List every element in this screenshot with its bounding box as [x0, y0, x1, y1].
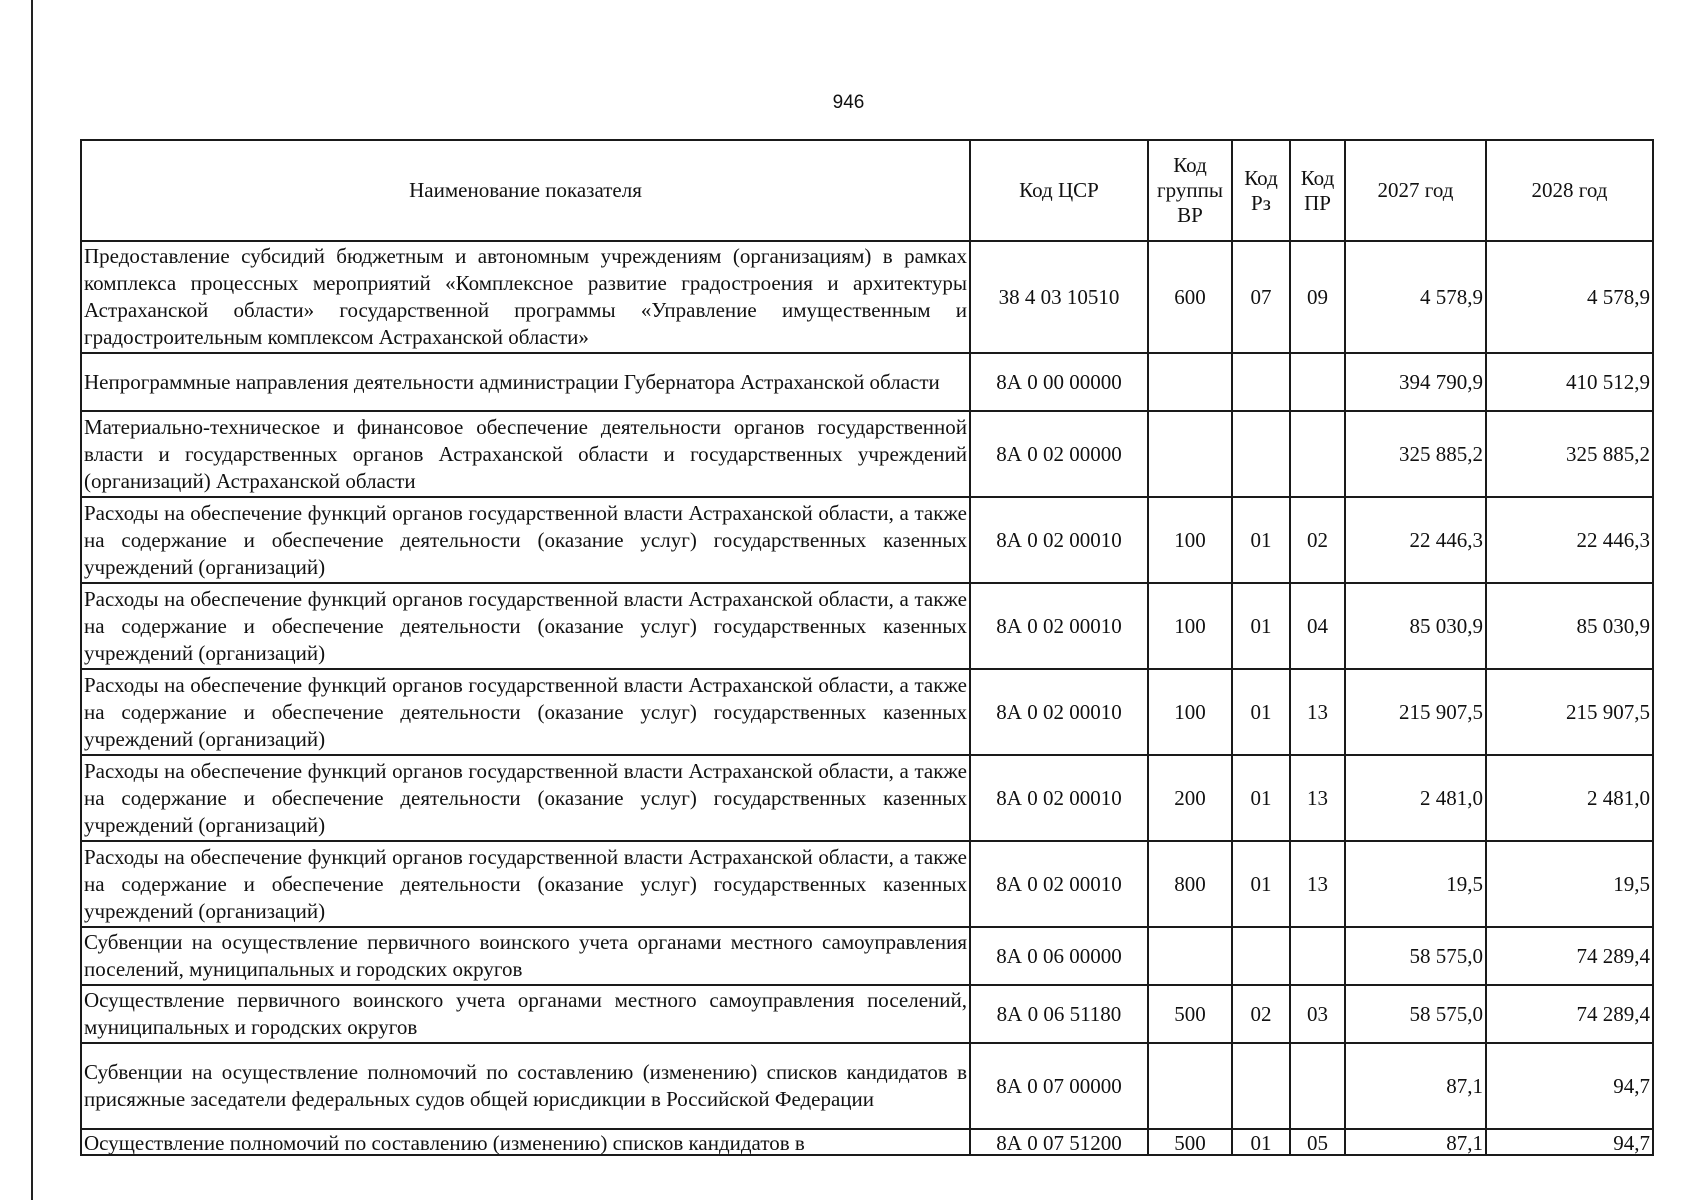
- header-csr: Код ЦСР: [970, 140, 1148, 241]
- row-vr: 100: [1148, 497, 1232, 583]
- row-csr: 8А 0 02 00010: [970, 841, 1148, 927]
- row-pr-text: 05: [1307, 1131, 1328, 1154]
- row-vr: [1148, 1043, 1232, 1129]
- row-pr: 04: [1290, 583, 1345, 669]
- row-name: Субвенции на осуществление полномочий по составлению (изменению) списков кандидатов в присяжные заседатели федеральных судов общей юрисдикции в Российской Федерации: [81, 1043, 970, 1129]
- row-csr-text: 8А 0 07 51200: [996, 1131, 1122, 1154]
- row-rz: 01: [1232, 583, 1290, 669]
- row-name: Непрограммные направления деятельности администрации Губернатора Астраханской области: [81, 353, 970, 411]
- row-vr: 600: [1148, 241, 1232, 353]
- row-vr: [1148, 1129, 1232, 1155]
- row-name: Расходы на обеспечение функций органов государственной власти Астраханской области, а также на содержание и обеспечение деятельности (оказание услуг) государственных казенных учреждений (организаций): [81, 755, 970, 841]
- row-rz: 01: [1232, 755, 1290, 841]
- row-vr: 200: [1148, 755, 1232, 841]
- header-vr: Код группы ВР: [1148, 140, 1232, 241]
- header-2028: 2028 год: [1486, 140, 1653, 241]
- row-pr: 02: [1290, 497, 1345, 583]
- table-row: [81, 927, 1653, 985]
- row-csr: 8А 0 02 00010: [970, 583, 1148, 669]
- row-rz: 01: [1232, 669, 1290, 755]
- row-pr: [1290, 927, 1345, 985]
- row-name: Осуществление первичного воинского учета органами местного самоуправления поселений, муниципальных и городских округов: [81, 985, 970, 1043]
- row-2028: 2 481,0: [1486, 755, 1653, 841]
- row-rz: 01: [1232, 497, 1290, 583]
- row-name: [81, 1129, 970, 1155]
- table-row: [81, 841, 1653, 927]
- row-name: Расходы на обеспечение функций органов государственной власти Астраханской области, а также на содержание и обеспечение деятельности (оказание услуг) государственных казенных учреждений (организаций): [81, 497, 970, 583]
- row-2027: 22 446,3: [1345, 497, 1486, 583]
- row-csr: 8А 0 07 00000: [970, 1043, 1148, 1129]
- row-csr: 8А 0 02 00010: [970, 755, 1148, 841]
- margin-line: [31, 0, 33, 1200]
- row-rz: 07: [1232, 241, 1290, 353]
- row-2028-text: 94,7: [1613, 1131, 1650, 1154]
- row-2028: 94,7: [1486, 1043, 1653, 1129]
- row-2027: 215 907,5: [1345, 669, 1486, 755]
- row-2028: 325 885,2: [1486, 411, 1653, 497]
- table-row: [81, 583, 1653, 669]
- table-row: [81, 1043, 1653, 1129]
- row-2027: 58 575,0: [1345, 927, 1486, 985]
- row-name: Субвенции на осуществление первичного воинского учета органами местного самоуправления поселений, муниципальных и городских округов: [81, 927, 970, 985]
- row-pr: 09: [1290, 241, 1345, 353]
- row-2027-text: 87,1: [1446, 1131, 1483, 1154]
- row-pr: [1290, 353, 1345, 411]
- row-vr: [1148, 353, 1232, 411]
- header-name: Наименование показателя: [81, 140, 970, 241]
- row-vr: 500: [1148, 985, 1232, 1043]
- budget-table: [80, 139, 1654, 1156]
- row-pr: 13: [1290, 755, 1345, 841]
- row-2027: 19,5: [1345, 841, 1486, 927]
- row-rz: [1232, 1043, 1290, 1129]
- header-row: [81, 140, 1653, 241]
- row-pr: [1290, 1043, 1345, 1129]
- row-csr: 8А 0 02 00010: [970, 497, 1148, 583]
- row-2028: [1486, 1129, 1653, 1155]
- row-csr: 8А 0 06 51180: [970, 985, 1148, 1043]
- row-name: Материально-техническое и финансовое обеспечение деятельности органов государственной власти и государственных органов Астраханской области и государственных учреждений (организаций) Астраханской области: [81, 411, 970, 497]
- header-rz: Код Рз: [1232, 140, 1290, 241]
- row-name: Расходы на обеспечение функций органов государственной власти Астраханской области, а также на содержание и обеспечение деятельности (оказание услуг) государственных казенных учреждений (организаций): [81, 669, 970, 755]
- row-2028: 85 030,9: [1486, 583, 1653, 669]
- row-vr: 100: [1148, 583, 1232, 669]
- table-row: [81, 985, 1653, 1043]
- row-2028: 19,5: [1486, 841, 1653, 927]
- row-vr-text: 500: [1174, 1131, 1206, 1154]
- row-2028: 215 907,5: [1486, 669, 1653, 755]
- table-row: [81, 497, 1653, 583]
- row-2027: 58 575,0: [1345, 985, 1486, 1043]
- row-csr: [970, 1129, 1148, 1155]
- row-2027: 4 578,9: [1345, 241, 1486, 353]
- page-number: 946: [832, 92, 865, 113]
- row-rz: [1232, 353, 1290, 411]
- row-name-text: Осуществление полномочий по составлению (изменению) списков кандидатов в: [84, 1131, 805, 1154]
- table-row: [81, 669, 1653, 755]
- row-name: Расходы на обеспечение функций органов государственной власти Астраханской области, а также на содержание и обеспечение деятельности (оказание услуг) государственных казенных учреждений (организаций): [81, 583, 970, 669]
- row-rz-text: 01: [1250, 1131, 1272, 1154]
- row-csr: 8А 0 02 00010: [970, 669, 1148, 755]
- row-rz: [1232, 927, 1290, 985]
- row-vr: [1148, 411, 1232, 497]
- row-2027: 2 481,0: [1345, 755, 1486, 841]
- row-name: Расходы на обеспечение функций органов государственной власти Астраханской области, а также на содержание и обеспечение деятельности (оказание услуг) государственных казенных учреждений (организаций): [81, 841, 970, 927]
- row-pr: 03: [1290, 985, 1345, 1043]
- row-2027: 87,1: [1345, 1043, 1486, 1129]
- row-pr: [1290, 411, 1345, 497]
- row-csr: 38 4 03 10510: [970, 241, 1148, 353]
- row-2028: 4 578,9: [1486, 241, 1653, 353]
- row-rz: [1232, 1129, 1290, 1155]
- row-csr: 8А 0 02 00000: [970, 411, 1148, 497]
- row-vr: 800: [1148, 841, 1232, 927]
- row-csr: 8А 0 06 00000: [970, 927, 1148, 985]
- table-row: [81, 1129, 1653, 1155]
- row-csr: 8А 0 00 00000: [970, 353, 1148, 411]
- row-vr: [1148, 927, 1232, 985]
- row-2028: 410 512,9: [1486, 353, 1653, 411]
- row-rz: [1232, 411, 1290, 497]
- table-row: [81, 755, 1653, 841]
- row-2028: 74 289,4: [1486, 985, 1653, 1043]
- row-name: Предоставление субсидий бюджетным и автономным учреждениям (организациям) в рамках комплекса процессных мероприятий «Комплексное развитие градостроения и архитектуры Астраханской области» государственной программы «Управление имущественным и градостроительным комплексом Астраханской области»: [81, 241, 970, 353]
- table-row: [81, 241, 1653, 353]
- row-2027: [1345, 1129, 1486, 1155]
- row-rz: 01: [1232, 841, 1290, 927]
- table-row: [81, 411, 1653, 497]
- table-row: [81, 353, 1653, 411]
- row-pr: 13: [1290, 841, 1345, 927]
- row-2027: 394 790,9: [1345, 353, 1486, 411]
- row-pr: [1290, 1129, 1345, 1155]
- row-pr: 13: [1290, 669, 1345, 755]
- row-2028: 22 446,3: [1486, 497, 1653, 583]
- row-2027: 85 030,9: [1345, 583, 1486, 669]
- row-2027: 325 885,2: [1345, 411, 1486, 497]
- header-pr: Код ПР: [1290, 140, 1345, 241]
- row-rz: 02: [1232, 985, 1290, 1043]
- row-vr: 100: [1148, 669, 1232, 755]
- row-2028: 74 289,4: [1486, 927, 1653, 985]
- header-2027: 2027 год: [1345, 140, 1486, 241]
